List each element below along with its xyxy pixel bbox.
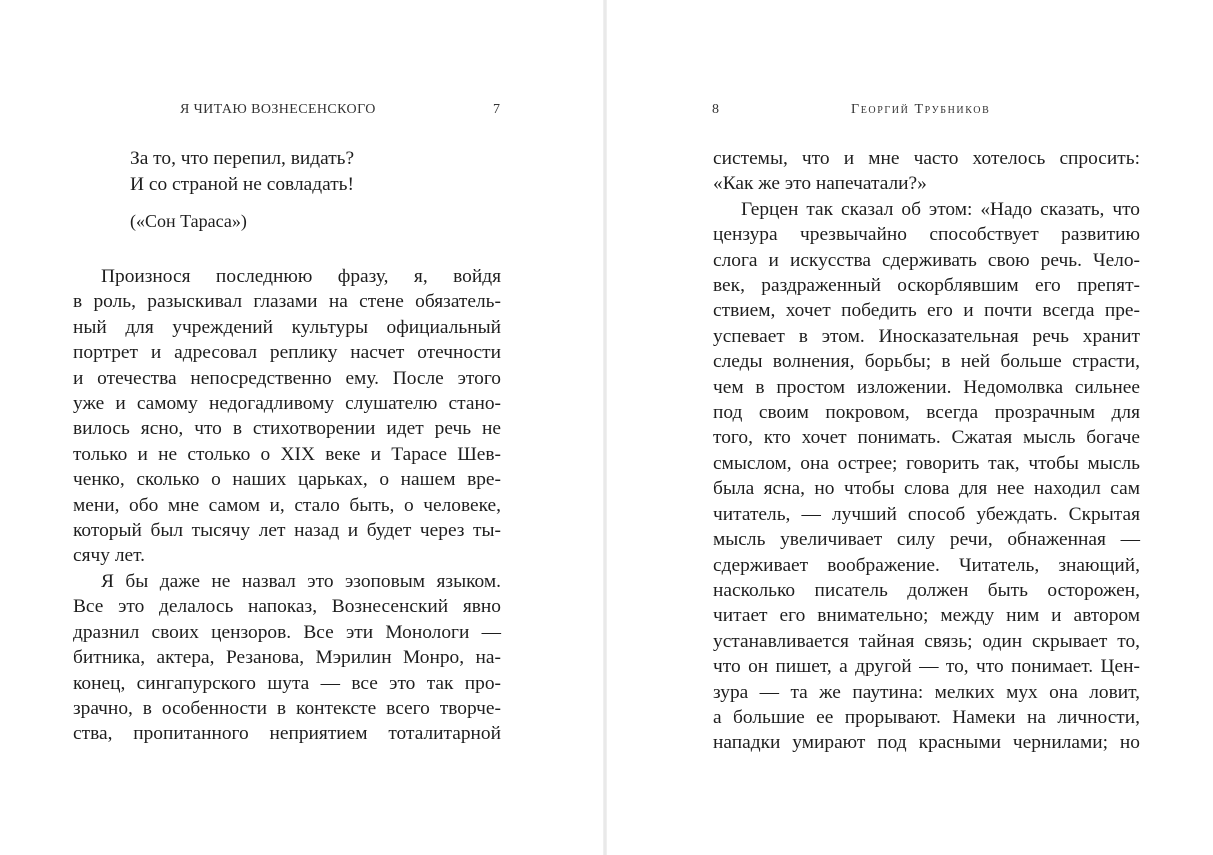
text-line: ный для учреждений культуры официальный [73, 316, 501, 338]
paragraph [73, 264, 501, 569]
text-line: того, кто хочет понимать. Сжатая мысль богаче [713, 427, 1140, 449]
verse-source: («Сон Тараса») [130, 211, 247, 231]
text-line: «Как же это напечатали?» [713, 173, 927, 195]
right-page [607, 0, 1213, 855]
text-line: битника, актера, Резанова, Мэрилин Монро, на- [73, 647, 501, 669]
text-line: что он пишет, а другой — то, что понимает. Цен- [713, 656, 1140, 678]
text-line: под своим покровом, всегда прозрачным для [713, 402, 1140, 424]
page-number-right: 8 [712, 102, 720, 117]
text-line: нападки умирают под красными чернилами; но [713, 732, 1140, 754]
text-line: вилось ясно, что в стихотворении идет речь не [73, 418, 501, 440]
text-line: успевает в этом. Иносказательная речь хранит [713, 325, 1140, 347]
text-line: была ясна, но чтобы слова для нее находил сам [713, 478, 1140, 500]
running-title-right: Георгий Трубников [851, 102, 991, 117]
text-line: и отечества непосредственно ему. После этого [73, 367, 501, 389]
text-line: сдерживает воображение. Читатель, знающий, [713, 554, 1140, 576]
text-line: мени, обо мне самом и, стало быть, о человеке, [73, 494, 501, 516]
text-line: ства, пропитанного неприятием тоталитарной [73, 723, 501, 745]
text-line: читатель, — лучший способ убеждать. Скрытая [713, 503, 1140, 525]
text-line: сячу лет. [73, 545, 145, 567]
running-title-left: Я ЧИТАЮ ВОЗНЕСЕНСКОГО [180, 102, 376, 117]
text-line: мысль увеличивает силу речи, обнаженная — [713, 529, 1140, 551]
text-line: в роль, разыскивал глазами на стене обязатель- [73, 291, 501, 313]
paragraph [73, 569, 501, 747]
text-line: портрет и адресовал реплику насчет отечности [73, 342, 501, 364]
text-line: зура — та же паутина: мелких мух она ловит, [713, 681, 1140, 703]
text-line: смыслом, она острее; говорить так, чтобы мысль [713, 452, 1140, 474]
text-line: век, раздраженный оскорблявшим его препят- [713, 275, 1140, 297]
text-line: системы, что и мне часто хотелось спросить: [713, 148, 1140, 169]
text-line: ствием, хочет победить его и почти всегда пре- [713, 300, 1140, 322]
page-number-left: 7 [493, 102, 501, 117]
text-line: а большие ее прорывают. Намеки на личности, [713, 706, 1140, 728]
right-body-text [713, 146, 1140, 756]
text-line: Все это делалось напоказ, Вознесенский явно [73, 596, 501, 618]
paragraph [713, 197, 1140, 756]
left-body-text [73, 264, 501, 747]
text-line: Я бы даже не назвал это эзоповым языком. [101, 570, 501, 592]
text-line: читает его внимательно; между ним и автором [713, 605, 1140, 627]
text-line: зрачно, в особенности в контексте всего творче- [73, 697, 501, 719]
text-line: устанавливается тайная связь; один скрывает то, [713, 630, 1140, 652]
text-line: дразнил своих цензоров. Все эти Монологи — [73, 621, 501, 643]
text-line: слога и искусства сдерживать свою речь. Чело- [713, 249, 1140, 271]
text-line: только и не столько о XIX веке и Тарасе Шев- [73, 443, 501, 465]
verse-line: И со страной не совладать! [130, 174, 354, 195]
paragraph [713, 146, 1140, 197]
text-line: чем в простом изложении. Недомолвка сильнее [713, 376, 1140, 398]
text-line: уже и самому недогадливому слушателю стано- [73, 393, 501, 415]
text-line: Герцен так сказал об этом: «Надо сказать, что [741, 198, 1140, 220]
text-line: Произнося последнюю фразу, я, войдя [101, 266, 501, 287]
text-line: цензура чрезвычайно способствует развитию [713, 224, 1140, 246]
text-line: насколько писатель должен быть осторожен, [713, 579, 1140, 601]
left-page [0, 0, 604, 855]
text-line: ченко, сколько о наших царьках, о нашем вре- [73, 469, 501, 491]
verse-line: За то, что перепил, видать? [130, 148, 355, 169]
text-line: следы волнения, борьбы; в ней больше страсти, [713, 351, 1140, 373]
text-line: который был тысячу лет назад и будет через ты- [73, 520, 501, 542]
verse-quote [130, 146, 354, 198]
text-line: конец, сингапурского шута — все это так про- [73, 672, 501, 694]
